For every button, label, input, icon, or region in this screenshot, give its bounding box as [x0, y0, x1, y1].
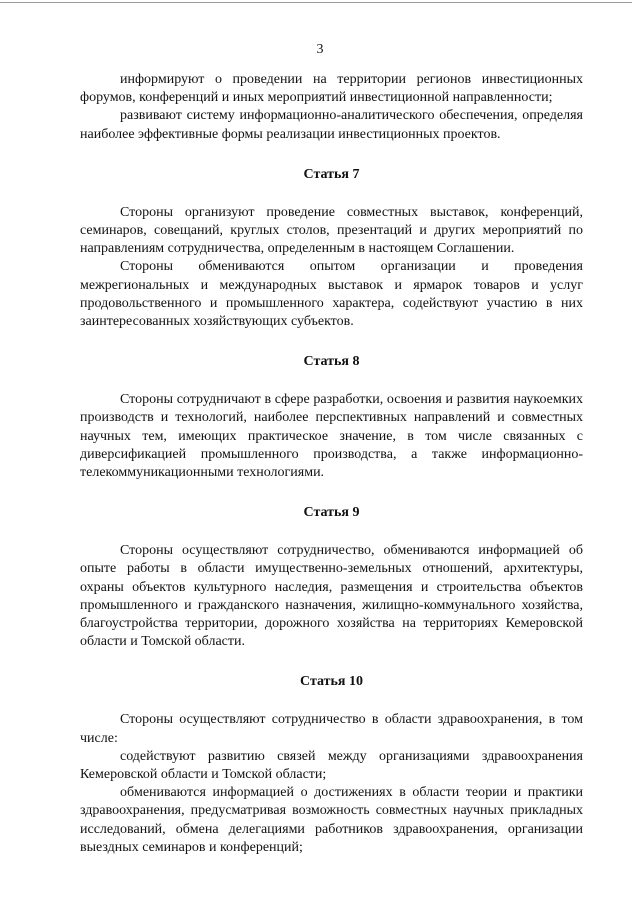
paragraph: обмениваются информацией о достижениях в области теории и практики здравоохранения, предусматривая возможность совместных научных прикладных исследований, обмена делегациями работников здравоохранения, организации выездных семинаров и конференций; [80, 785, 583, 855]
article-section [80, 651, 583, 857]
paragraph: развивают систему информационно-аналитического обеспечения, определяя наиболее эффективные формы реализации инвестиционных проектов. [80, 108, 583, 142]
paragraph: Стороны осуществляют сотрудничество, обмениваются информацией об опыте работы в области имущественно-земельных отношений, архитектуры, охраны объектов культурного наследия, размещения и строительства объектов промышленного и гражданского назначения, жилищно-коммунального хозяйства, благоустройства территории, дорожного хозяйства на территориях Кемеровской области и Томской области. [80, 543, 583, 650]
article-heading: Статья 7 [303, 166, 360, 182]
article-heading: Статья 8 [303, 354, 360, 370]
article-section [80, 331, 583, 482]
page-number: 3 [316, 42, 324, 57]
paragraph: Стороны осуществляют сотрудничество в области здравоохранения, в том числе: [80, 712, 583, 746]
article-section [80, 144, 583, 331]
article-heading: Статья 10 [300, 674, 363, 690]
continuation-section [80, 71, 583, 144]
article-section [80, 482, 583, 651]
document-body [80, 71, 583, 857]
scan-top-edge-line [0, 2, 632, 3]
paragraph: содействуют развитию связей между организациями здравоохранения Кемеровской области и Томской области; [80, 748, 583, 783]
article-heading: Статья 9 [303, 505, 360, 521]
paragraph: Стороны обмениваются опытом организации и проведения межрегиональных и международных выставок и ярмарок товаров и услуг продовольственного и промышленного характера, содействуют участию в них заинтересованных хозяйствующих субъектов. [80, 259, 583, 330]
paragraph: информируют о проведении на территории регионов инвестиционных форумов, конференций и иных мероприятий инвестиционной направленности; [80, 72, 583, 106]
paragraph: Стороны сотрудничают в сфере разработки, освоения и развития наукоемких производств и технологий, наиболее перспективных направлений и совместных научных тем, имеющих практическое значение, в том числе связанных с диверсификацией промышленного производства, а также информационно-телекоммуникационными технологиями. [80, 392, 583, 481]
paragraph: Стороны организуют проведение совместных выставок, конференций, семинаров, совещаний, круглых столов, презентаций и других мероприятий по направлениям сотрудничества, определенным в настоящем Соглашении. [80, 204, 583, 257]
